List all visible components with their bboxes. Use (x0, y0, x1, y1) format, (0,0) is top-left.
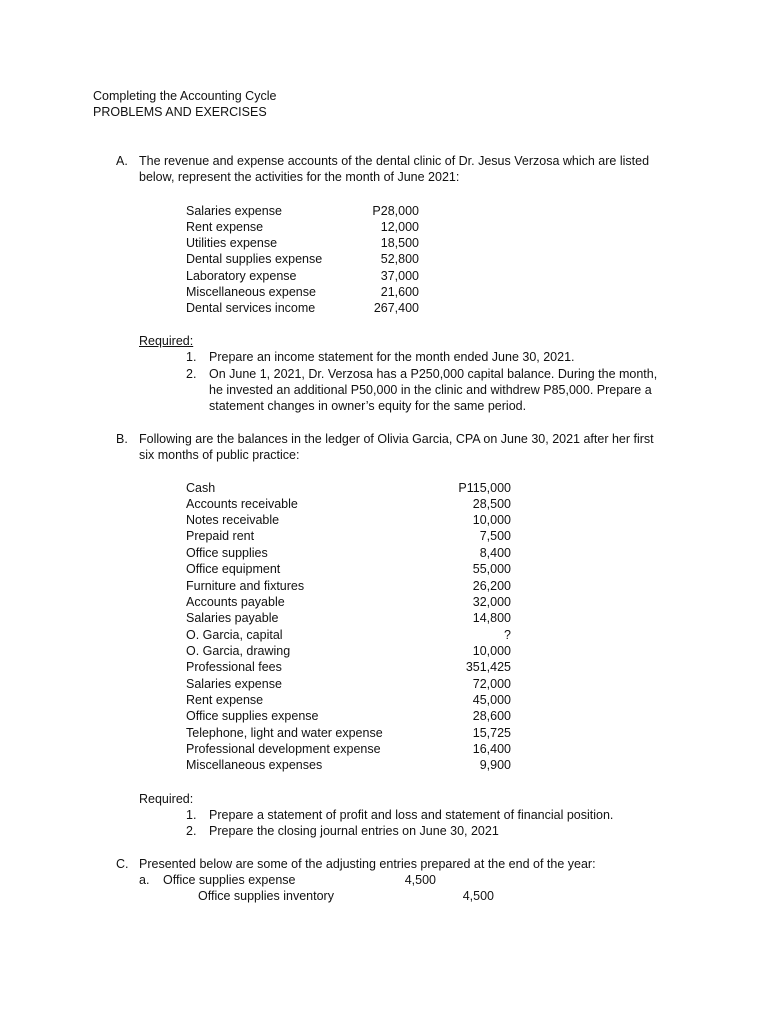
account-name: Notes receivable (186, 513, 280, 527)
account-name: Accounts receivable (186, 497, 298, 511)
required-item-text: he invested an additional P50,000 in the clinic and withdrew P85,000. Prepare a (209, 383, 652, 397)
account-name: Office supplies expense (186, 709, 319, 723)
required-item-text: Prepare an income statement for the month ended June 30, 2021. (209, 350, 575, 364)
account-amount: 21,600 (380, 285, 419, 299)
account-amount: 10,000 (472, 513, 511, 527)
account-name: Dental services income (186, 301, 316, 315)
account-amount: 14,800 (472, 611, 511, 625)
section-a-marker: A. (116, 154, 128, 168)
account-name: O. Garcia, drawing (186, 644, 291, 658)
account-amount: 72,000 (472, 677, 511, 691)
account-amount: 267,400 (373, 301, 419, 315)
entry-credit-amount: 4,500 (462, 889, 494, 903)
account-amount: 9,900 (479, 758, 511, 772)
entry-debit-amount: 4,500 (404, 873, 436, 887)
account-name: Office supplies (186, 546, 268, 560)
account-name: O. Garcia, capital (186, 628, 283, 642)
account-name: Salaries expense (186, 204, 282, 218)
account-amount: 10,000 (472, 644, 511, 658)
account-name: Miscellaneous expenses (186, 758, 323, 772)
account-name: Utilities expense (186, 236, 278, 250)
account-name: Rent expense (186, 693, 264, 707)
account-amount: 32,000 (472, 595, 511, 609)
account-name: Dental supplies expense (186, 252, 323, 266)
account-amount: 7,500 (479, 529, 511, 543)
required-item-text: statement changes in owner’s equity for the same period. (209, 399, 527, 413)
required-item-number: 2. (186, 824, 197, 838)
entry-credit-account: Office supplies inventory (198, 889, 334, 903)
account-amount: 37,000 (380, 269, 419, 283)
account-name: Prepaid rent (186, 529, 255, 543)
account-name: Laboratory expense (186, 269, 297, 283)
account-name: Telephone, light and water expense (186, 726, 383, 740)
section-b-required-label: Required: (139, 792, 194, 806)
section-b-intro-line2: six months of public practice: (139, 448, 300, 462)
account-amount: 52,800 (380, 252, 419, 266)
entry-letter: a. (139, 873, 150, 887)
account-name: Cash (186, 481, 216, 495)
required-item-text: Prepare a statement of profit and loss and statement of financial position. (209, 808, 614, 822)
account-name: Miscellaneous expense (186, 285, 316, 299)
required-item-number: 2. (186, 367, 197, 381)
account-amount: 28,600 (472, 709, 511, 723)
account-amount: 15,725 (472, 726, 511, 740)
section-a-required-label: Required: (139, 334, 194, 348)
account-name: Professional fees (186, 660, 282, 674)
account-amount: 18,500 (380, 236, 419, 250)
account-amount: 28,500 (472, 497, 511, 511)
required-item-text: Prepare the closing journal entries on June 30, 2021 (209, 824, 499, 838)
account-name: Rent expense (186, 220, 264, 234)
account-name: Furniture and fixtures (186, 579, 305, 593)
section-c-marker: C. (116, 857, 129, 871)
required-item-number: 1. (186, 350, 197, 364)
account-amount: 16,400 (472, 742, 511, 756)
account-amount: P28,000 (372, 204, 419, 218)
section-b-intro-line1: Following are the balances in the ledger of Olivia Garcia, CPA on June 30, 2021 after her first (139, 432, 654, 446)
section-a-intro-line1: The revenue and expense accounts of the dental clinic of Dr. Jesus Verzosa which are listed (139, 154, 650, 168)
required-item-number: 1. (186, 808, 197, 822)
account-amount: P115,000 (458, 481, 511, 495)
section-c-intro: Presented below are some of the adjusting entries prepared at the end of the year: (139, 857, 596, 871)
account-amount: 8,400 (479, 546, 511, 560)
section-b-marker: B. (116, 432, 128, 446)
account-amount: 351,425 (465, 660, 511, 674)
account-amount: 26,200 (472, 579, 511, 593)
account-name: Salaries payable (186, 611, 279, 625)
document-title: Completing the Accounting Cycle (93, 89, 277, 103)
account-name: Accounts payable (186, 595, 285, 609)
account-amount: 12,000 (380, 220, 419, 234)
section-a-intro-line2: below, represent the activities for the month of June 2021: (139, 170, 460, 184)
account-amount: 45,000 (472, 693, 511, 707)
account-name: Salaries expense (186, 677, 282, 691)
entry-debit-account: Office supplies expense (163, 873, 296, 887)
account-amount: ? (504, 628, 511, 642)
account-amount: 55,000 (472, 562, 511, 576)
required-item-text: On June 1, 2021, Dr. Verzosa has a P250,000 capital balance. During the month, (209, 367, 658, 381)
document-subtitle: PROBLEMS AND EXERCISES (93, 105, 267, 119)
account-name: Office equipment (186, 562, 281, 576)
account-name: Professional development expense (186, 742, 381, 756)
